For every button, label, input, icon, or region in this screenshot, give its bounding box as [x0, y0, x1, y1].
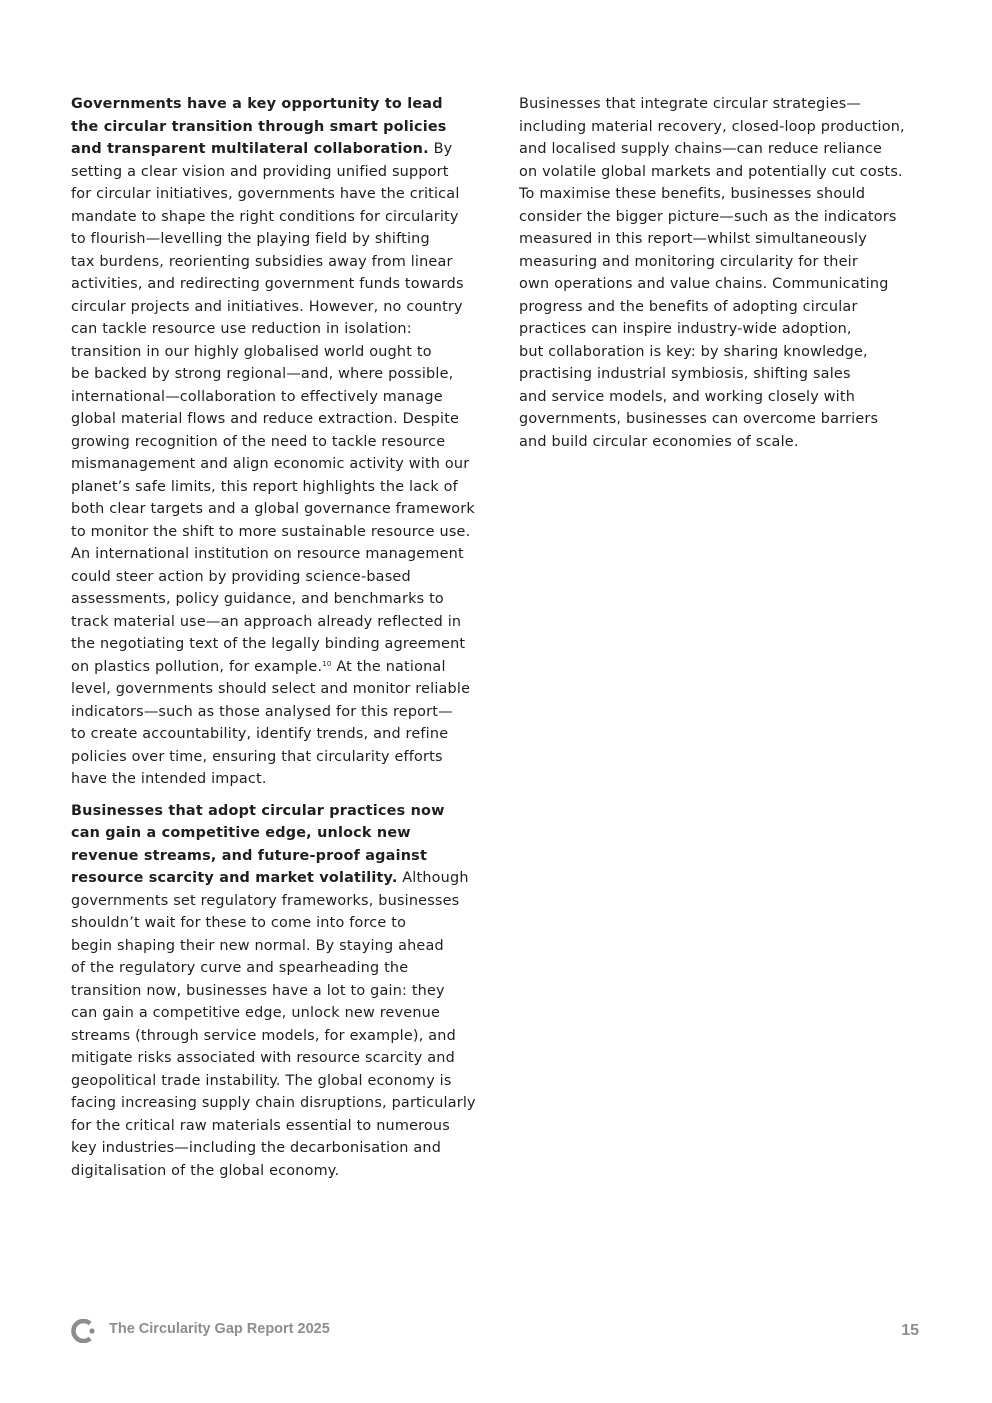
- paragraph-circular-strategies: Businesses that integrate circular strategies— including material recovery, closed-loop production, and localised supply chains—can reduce reliance on volatile global markets and potentially cut costs. To maximise these benefits, businesses should consider the bigger picture—such as the indicators measured in this report—whilst simultaneously measuring and monitoring circularity for their own operations and value chains. Communicating progress and the benefits of adopting circular practices can inspire industry-wide adoption, but collaboration is key: by sharing knowledge, practising industrial symbiosis, shifting sales and service models, and working closely with governments, businesses can overcome barriers and build circular economies of scale.: [519, 96, 905, 450]
- lead-sentence-businesses: Businesses that adopt circular practices now can gain a competitive edge, unlock new revenue streams, and future-proof against resource scarcity and market volatility.: [71, 802, 445, 886]
- paragraph-governments: Governments have a key opportunity to lead the circular transition through smart policies and transparent multilateral collaboration. By setting a clear vision and providing unified support for circular initiatives, governments have the critical mandate to shape the right conditions for circularity to flourish—levelling the playing field by shifting tax burdens, reorienting subsidies away from linear activities, and redirecting government funds towards circular projects and initiatives. However, no country can tackle resource use reduction in isolation: transition in our highly globalised world ought to be backed by strong regional—and, where possible, international—collaboration to effectively manage global material flows and reduce extraction. Despite growing recognition of the need to tackle resource mismanagement and align economic activity with our planet’s safe limits, this report highlights the lack of both clear targets and a global governance framework to monitor the shift to more sustainable resource use. An international institution on resource management could steer action by providing science-based assessments, policy guidance, and benchmarks to track material use—an approach already reflected in the negotiating text of the legally binding agreement on plastics pollution, for example.$^{10}$ At the national level, governments should select and monitor reliable indicators—such as those analysed for this report— to create accountability, identify trends, and refine policies over time, ensuring that circularity efforts have the intended impact.: [71, 96, 475, 787]
- footnote-marker[interactable]: 10: [322, 659, 332, 668]
- paragraph-businesses-competitive-edge: Businesses that adopt circular practices now can gain a competitive edge, unlock new revenue streams, and future-proof against resource scarcity and market volatility. Although governments set regulatory frameworks, businesses shouldn’t wait for these to come into force to begin shaping their new normal. By staying ahead of the regulatory curve and spearheading the transition now, businesses have a lot to gain: they can gain a competitive edge, unlock new revenue streams (through service models, for example), and mitigate risks associated with resource scarcity and geopolitical trade instability. The global economy is facing increasing supply chain disruptions, particularly for the critical raw materials essential to numerous key industries—including the decarbonisation and digitalisation of the global economy.: [71, 802, 476, 1179]
- report-title: The Circularity Gap Report 2025: [109, 1321, 330, 1337]
- left-column: [71, 93, 479, 1191]
- lead-sentence-governments: Governments have a key opportunity to lead the circular transition through smart policies and transparent multilateral collaboration.: [71, 96, 447, 157]
- page-footer: [71, 1319, 919, 1343]
- page-number: 15: [901, 1322, 919, 1339]
- circularity-gap-logo-icon: [71, 1319, 95, 1343]
- right-column: [519, 93, 911, 462]
